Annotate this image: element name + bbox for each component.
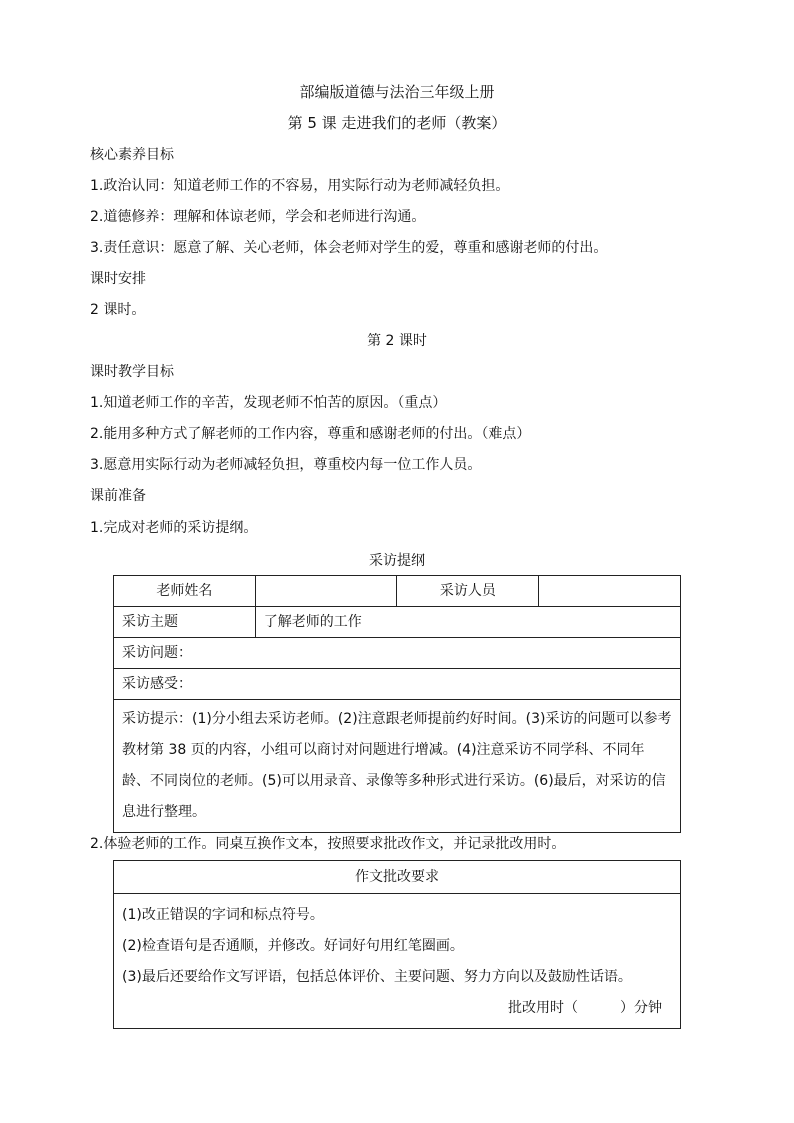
table-row — [114, 638, 681, 669]
lesson-goals-heading: 课时教学目标 — [90, 364, 174, 380]
schedule-text: 2 课时。 — [90, 302, 146, 318]
interview-tips: 采访提示：(1)分小组去采访老师。(2)注意跟老师提前约好时间。(3)采访的问题可以参考教材第 38 页的内容，小组可以商讨对问题进行增减。(4)注意采访不同学科、不同年龄、不同岗位的老师。(5)可以用录音、录像等多种形式进行采访。(6)最后，对采访的信息进行整理。 — [114, 700, 681, 833]
topic-label: 采访主题 — [114, 607, 256, 638]
table-row — [114, 669, 681, 700]
lesson-goal-item: 3.愿意用实际行动为老师减轻负担，尊重校内每一位工作人员。 — [90, 457, 482, 473]
lesson-goal-item: 2.能用多种方式了解老师的工作内容，尊重和感谢老师的付出。（难点） — [90, 426, 531, 442]
table-row — [114, 861, 681, 894]
lesson-heading: 第 2 课时 — [367, 333, 427, 349]
question-label: 采访问题： — [114, 638, 681, 669]
prep-heading: 课前准备 — [90, 488, 146, 504]
core-goal-item: 3.责任意识：愿意了解、关心老师，体会老师对学生的爱，尊重和感谢老师的付出。 — [90, 240, 608, 256]
correction-item: (2)检查语句是否通顺，并修改。好词好句用红笔圈画。 — [122, 938, 464, 954]
core-goal-item: 2.道德修养：理解和体谅老师，学会和老师进行沟通。 — [90, 209, 426, 225]
schedule-heading: 课时安排 — [90, 271, 146, 287]
correction-body — [114, 894, 681, 1029]
correction-time-label: 批改用时（ ）分钟 — [508, 1000, 662, 1016]
prep-item: 2.体验老师的工作。同桌互换作文本，按照要求批改作文，并记录批改用时。 — [90, 836, 566, 852]
document-title: 部编版道德与法治三年级上册 — [299, 83, 495, 101]
core-goal-item: 1.政治认同：知道老师工作的不容易，用实际行动为老师减轻负担。 — [90, 178, 510, 194]
correction-requirements-table — [113, 860, 681, 1029]
core-goals-heading: 核心素养目标 — [90, 147, 174, 163]
correction-item: (3)最后还要给作文写评语，包括总体评价、主要问题、努力方向以及鼓励性话语。 — [122, 969, 632, 985]
correction-item: (1)改正错误的字词和标点符号。 — [122, 907, 324, 923]
table-row — [114, 576, 681, 607]
topic-value: 了解老师的工作 — [255, 607, 680, 638]
interview-table-caption: 采访提纲 — [369, 553, 425, 569]
interviewer-label: 采访人员 — [397, 576, 539, 607]
document-subtitle: 第 5 课 走进我们的老师（教案） — [287, 114, 507, 132]
interview-outline-table — [113, 575, 681, 833]
interviewer-field[interactable] — [539, 576, 681, 607]
table-row — [114, 607, 681, 638]
correction-heading: 作文批改要求 — [114, 861, 681, 894]
lesson-goal-item: 1.知道老师工作的辛苦，发现老师不怕苦的原因。（重点） — [90, 395, 447, 411]
teacher-name-label: 老师姓名 — [114, 576, 256, 607]
teacher-name-field[interactable] — [255, 576, 397, 607]
table-row — [114, 894, 681, 1029]
table-row — [114, 700, 681, 833]
prep-item: 1.完成对老师的采访提纲。 — [90, 520, 258, 536]
feeling-label: 采访感受： — [114, 669, 681, 700]
